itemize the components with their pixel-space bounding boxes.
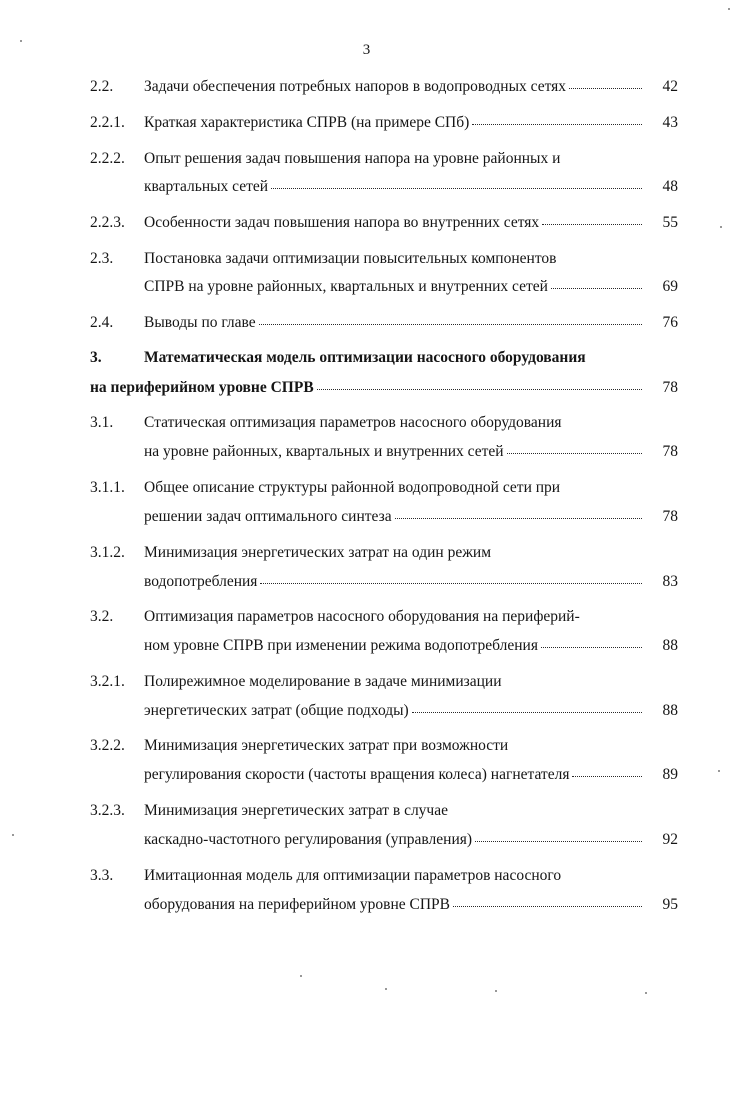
page-ref: 78 [662,379,678,396]
dot-leader [317,389,642,390]
section-number: 3.1.2. [90,544,125,561]
page-ref: 69 [662,278,678,295]
entry-title-line: квартальных сетей [144,178,642,196]
page-ref: 76 [662,314,678,331]
dot-leader [572,776,642,777]
dot-leader [541,647,642,648]
dot-leader [412,712,642,713]
dot-leader [472,124,642,125]
scan-speck [718,770,720,772]
section-number: 2.2.3. [90,214,125,231]
dot-leader [260,583,642,584]
section-number: 3.1.1. [90,479,125,496]
dot-leader [259,324,642,325]
page-ref: 95 [662,896,678,913]
section-number: 3.2.3. [90,802,125,819]
page-ref: 43 [662,114,678,131]
entry-title-line: водопотребления [144,573,642,591]
page-ref: 42 [662,78,678,95]
dot-leader [551,288,642,289]
entry-title-line: Краткая характеристика СПРВ (на примере СПб) [144,114,642,132]
dot-leader [453,906,642,907]
entry-title-line: СПРВ на уровне районных, квартальных и внутренних сетей [144,278,642,296]
scan-speck [12,834,14,836]
page-ref: 88 [662,637,678,654]
entry-title-line: оборудования на периферийном уровне СПРВ [144,896,642,914]
section-number: 3.2.1. [90,673,125,690]
page-number: 3 [362,42,371,58]
entry-title-line: энергетических затрат (общие подходы) [144,702,642,720]
entry-title-line: Полирежимное моделирование в задаче минимизации [144,673,502,690]
scan-speck [300,975,302,977]
scan-speck [20,40,22,42]
entry-title-line: Выводы по главе [144,314,642,332]
entry-title-line: Оптимизация параметров насосного оборудования на периферий- [144,608,580,625]
section-number: 3. [90,349,102,366]
page-ref: 88 [662,702,678,719]
dot-leader [475,841,642,842]
scan-speck [385,988,387,990]
page-ref: 55 [662,214,678,231]
entry-title-line: на периферийном уровне СПРВ [90,379,642,397]
entry-title-line: каскадно-частотного регулирования (управления) [144,831,642,849]
scan-speck [645,992,647,994]
page-ref: 92 [662,831,678,848]
entry-title-line: Математическая модель оптимизации насосного оборудования [144,349,586,366]
section-number: 2.2.1. [90,114,125,131]
dot-leader [507,453,642,454]
entry-title-line: Общее описание структуры районной водопроводной сети при [144,479,561,496]
section-number: 2.4. [90,314,114,331]
entry-title-line: решении задач оптимального синтеза [144,508,642,526]
section-number: 2.2.2. [90,150,125,167]
section-number: 3.2.2. [90,737,125,754]
scan-speck [495,990,497,992]
scan-speck [728,8,730,10]
entry-title-line: Особенности задач повышения напора во внутренних сетях [144,214,642,232]
dot-leader [569,88,642,89]
dot-leader [542,224,642,225]
entry-title-line: Минимизация энергетических затрат в случае [144,802,448,819]
entry-title-line: Задачи обеспечения потребных напоров в водопроводных сетях [144,78,642,96]
entry-title-line: регулирования скорости (частоты вращения колеса) нагнетателя [144,766,642,784]
section-number: 2.3. [90,250,114,267]
entry-title-line: Имитационная модель для оптимизации параметров насосного [144,867,562,884]
section-number: 2.2. [90,78,114,95]
entry-title-line: Опыт решения задач повышения напора на уровне районных и [144,150,561,167]
page-ref: 78 [662,443,678,460]
page-ref: 89 [662,766,678,783]
entry-title-line: Статическая оптимизация параметров насосного оборудования [144,414,562,431]
entry-title-line: Минимизация энергетических затрат при возможности [144,737,509,754]
section-number: 3.3. [90,867,114,884]
dot-leader [395,518,642,519]
dot-leader [271,188,642,189]
page-ref: 78 [662,508,678,525]
section-number: 3.2. [90,608,114,625]
entry-title-line: Постановка задачи оптимизации повысительных компонентов [144,250,557,267]
page-ref: 48 [662,178,678,195]
entry-title-line: на уровне районных, квартальных и внутренних сетей [144,443,642,461]
section-number: 3.1. [90,414,114,431]
entry-title-line: Минимизация энергетических затрат на один режим [144,544,492,561]
entry-title-line: ном уровне СПРВ при изменении режима водопотребления [144,637,642,655]
page-ref: 83 [662,573,678,590]
scan-speck [720,226,722,228]
